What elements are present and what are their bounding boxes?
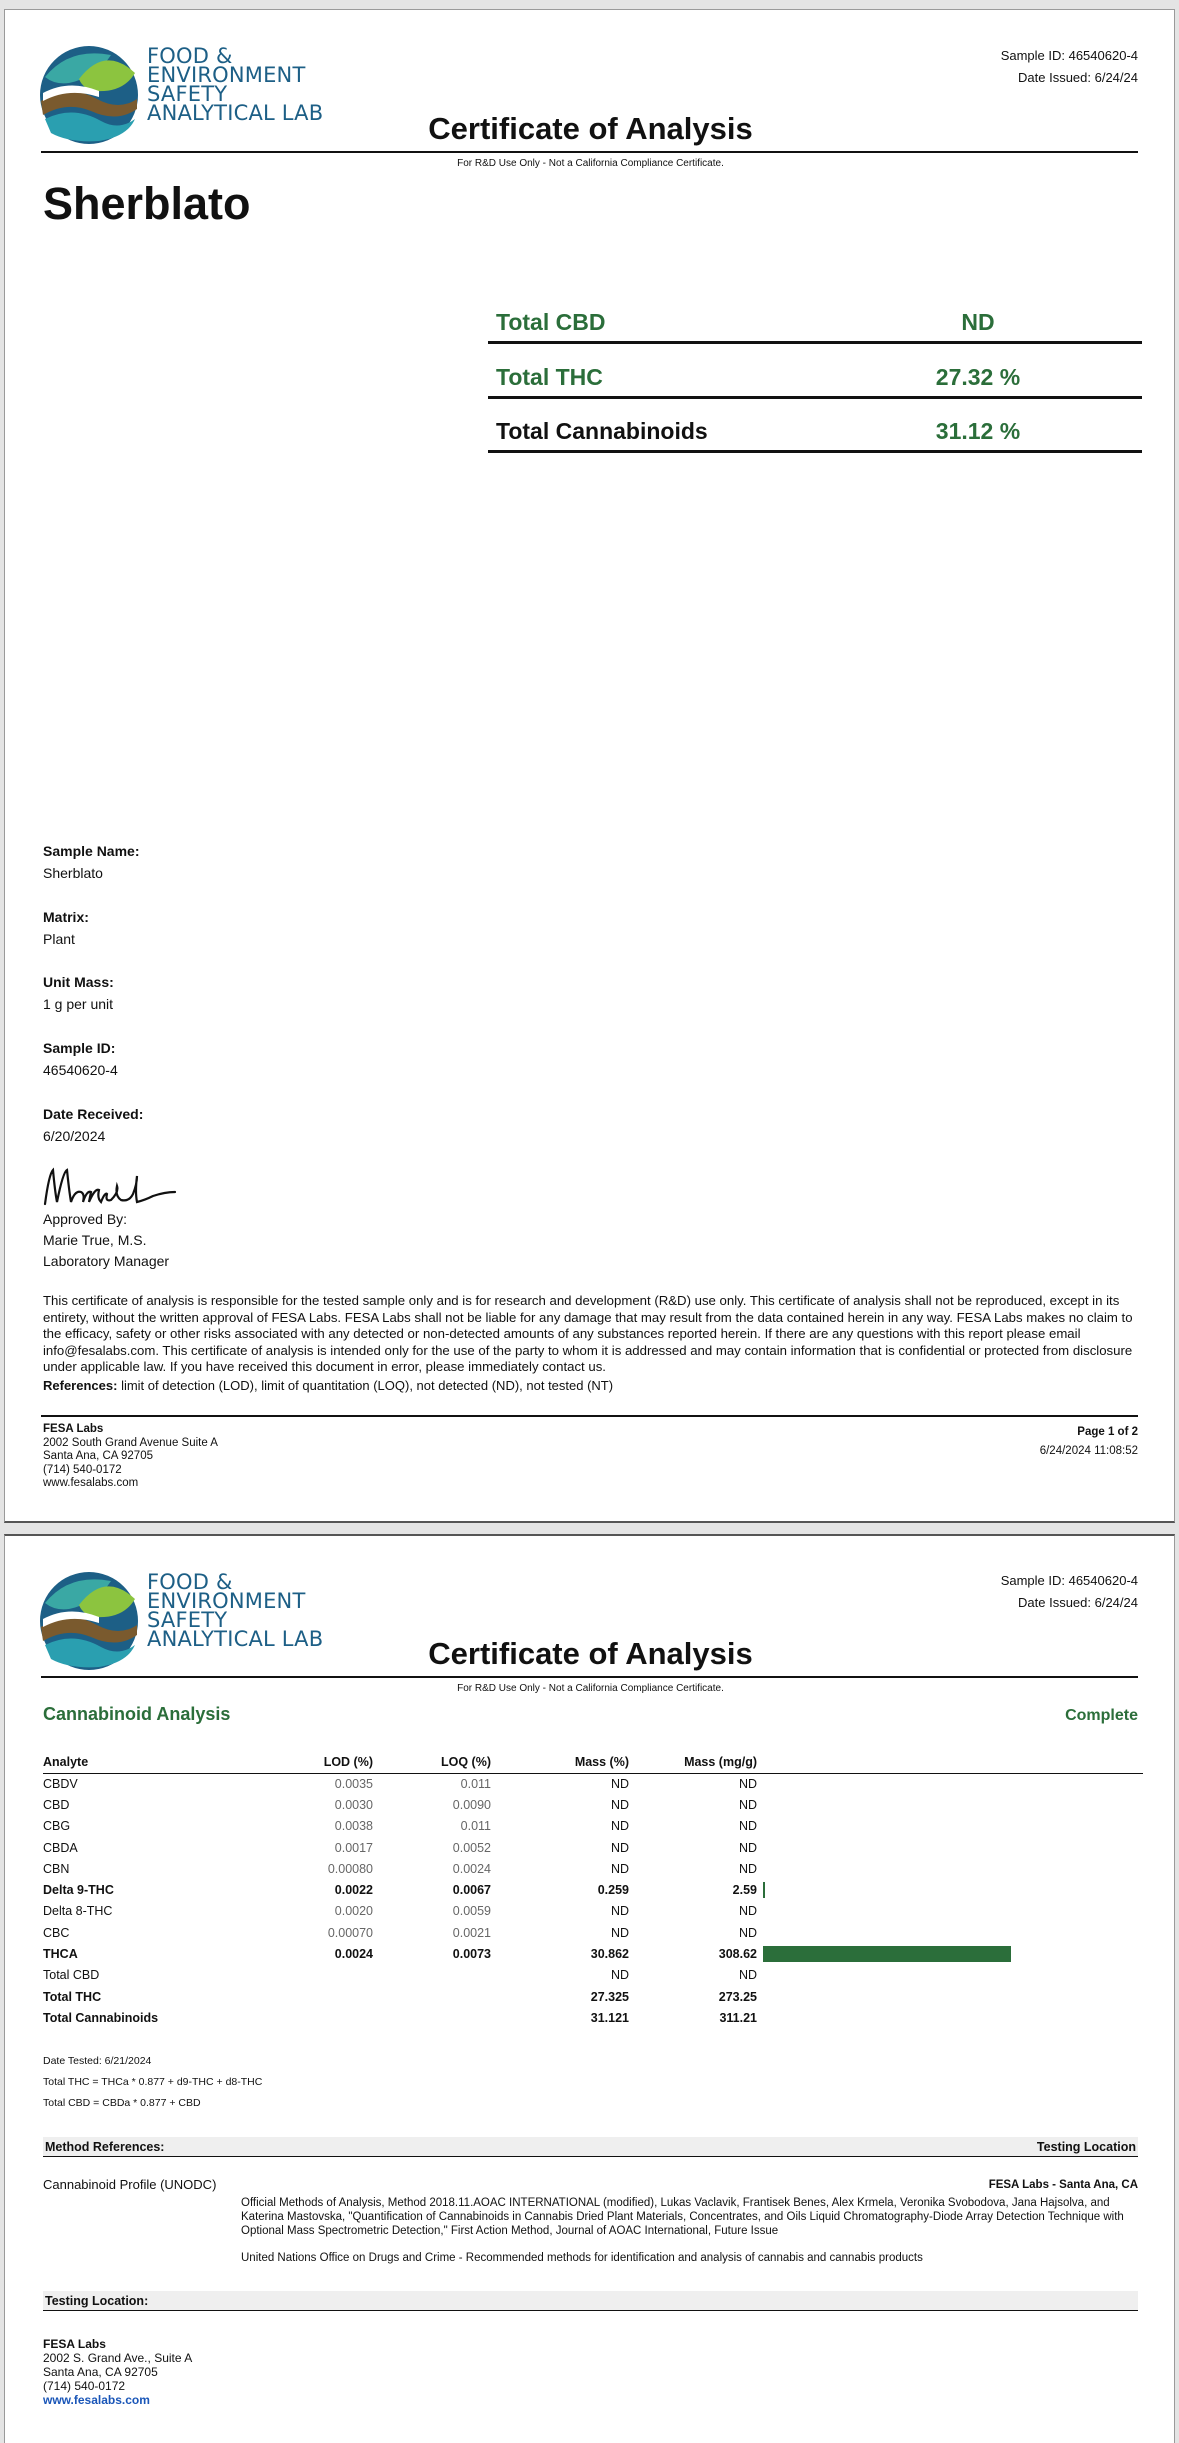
table-row (43, 1837, 1143, 1858)
cell-mass-pct: ND (610, 1797, 629, 1812)
cell-lod: 0.0022 (334, 1883, 373, 1898)
signature (41, 1162, 181, 1214)
cell-mass-mg: ND (738, 1840, 757, 1855)
cell-analyte: CBD (43, 1797, 70, 1812)
cell-analyte: CBG (43, 1819, 71, 1834)
cell-loq: 0.0067 (452, 1883, 491, 1898)
summary-row-total-thc (488, 359, 1142, 399)
approval-block (43, 1209, 169, 1272)
field-value: Sherblato (43, 865, 103, 881)
footer-page-info (1040, 1423, 1138, 1461)
cannabinoid-table (43, 1752, 1143, 2029)
logo-line: ANALYTICAL LAB (147, 1627, 324, 1651)
cell-lod (263, 1986, 373, 2007)
table-row (43, 1965, 1143, 1986)
cell-mass-pct: ND (610, 1968, 629, 1983)
logo-line: FOOD & (147, 44, 233, 68)
footer-address-line: 2002 South Grand Avenue Suite A (43, 1436, 218, 1449)
column-header: Mass (%) (491, 1752, 629, 1773)
cell-bar (757, 2007, 1143, 2028)
compliance-note: For R&D Use Only - Not a California Compliance Certificate. (457, 158, 724, 169)
cell-mass-pct: ND (610, 1925, 629, 1940)
logo-line: FOOD & (147, 1570, 233, 1594)
page-number: Page 1 of 2 (1077, 1426, 1138, 1438)
date-tested: Date Tested: 6/21/2024 (43, 2055, 152, 2067)
cell-loq (373, 1986, 491, 2007)
cell-lod: 0.00070 (327, 1925, 373, 1940)
header-sample-id: Sample ID: 46540620-4 (1000, 48, 1138, 63)
method-references-band (43, 2137, 1138, 2157)
logo-line: SAFETY (147, 82, 228, 106)
cell-bar (757, 1837, 1143, 1858)
cell-bar (757, 1816, 1143, 1837)
summary-label: Total THC (496, 364, 603, 390)
cell-loq: 0.0073 (452, 1947, 491, 1962)
cell-mass-pct: ND (610, 1776, 629, 1791)
method-name: Cannabinoid Profile (UNODC) (43, 2177, 217, 2192)
cell-mass-pct: 27.325 (590, 1989, 629, 2004)
cell-loq: 0.011 (460, 1776, 491, 1791)
approver-name: Marie True, M.S. (43, 1232, 147, 1248)
cell-loq (373, 2007, 491, 2028)
cell-bar (757, 1901, 1143, 1922)
table-row (43, 2007, 1143, 2028)
footer-phone: (714) 540-0172 (43, 1463, 122, 1476)
page-title: Certificate of Analysis (428, 111, 753, 146)
cell-lod: 0.0020 (334, 1904, 373, 1919)
product-name: Sherblato (43, 178, 251, 229)
formula-total-cbd: Total CBD = CBDa * 0.877 + CBD (43, 2097, 201, 2109)
column-header: LOD (%) (263, 1752, 373, 1773)
cell-loq: 0.0024 (452, 1861, 491, 1876)
header-rule (41, 1676, 1138, 1678)
header-date-issued: Date Issued: 6/24/24 (1018, 1595, 1138, 1610)
cell-lod (263, 2007, 373, 2028)
method-location: FESA Labs - Santa Ana, CA (988, 2179, 1138, 2191)
cell-mass-pct: ND (610, 1904, 629, 1919)
report-timestamp: 6/24/2024 11:08:52 (1039, 1445, 1138, 1457)
cell-analyte: Total THC (43, 1989, 102, 2004)
summary-label: Total CBD (496, 309, 606, 335)
cell-mass-mg: 2.59 (732, 1883, 757, 1898)
cell-lod (263, 1965, 373, 1986)
lab-address-line: 2002 S. Grand Ave., Suite A (43, 2351, 193, 2365)
cell-bar (757, 1922, 1143, 1943)
summary-label: Total Cannabinoids (496, 418, 708, 444)
table-body (43, 1773, 1143, 2029)
column-header: Mass (mg/g) (629, 1752, 757, 1773)
cell-analyte: Total CBD (43, 1968, 100, 1983)
method-citation: Official Methods of Analysis, Method 2018.11.AOAC INTERNATIONAL (modified), Lukas Vaclavik, Frantisek Benes, Alex Krmela, Veronika Svobodova, Jana Hajsolva, and Katerina Mastovska, "Quantification of Cannabinoids in Cannabis Dried Plant Materials, Concentrates, and Oils Liquid Chromatography-Diode Array Detection Technique with Optional Mass Spectrometric Detection," First Action Method, Journal of AOAC International, Future Issue (241, 2197, 1124, 2237)
cell-loq: 0.0059 (452, 1904, 491, 1919)
logo-line: ENVIRONMENT (147, 63, 306, 87)
page-title: Certificate of Analysis (428, 1636, 753, 1671)
cell-bar (757, 1879, 1143, 1900)
cell-mass-mg: 308.62 (718, 1947, 757, 1962)
field-matrix (43, 906, 89, 950)
table-row (43, 1922, 1143, 1943)
cell-analyte: THCA (43, 1947, 78, 1962)
field-label: Matrix: (43, 909, 89, 925)
approved-by-label: Approved By: (43, 1211, 128, 1227)
header-rule (41, 151, 1138, 153)
cell-lod: 0.0038 (334, 1819, 373, 1834)
table-header-row (43, 1752, 1143, 1773)
cell-loq (373, 1965, 491, 1986)
references (43, 1378, 613, 1393)
header-date-issued: Date Issued: 6/24/24 (1018, 70, 1138, 85)
footer-company: FESA Labs (43, 1423, 104, 1435)
disclaimer-text: This certificate of analysis is responsible for the tested sample only and is for research and development (R&D) use only. This certificate of analysis shall not be reproduced, except in its entirety, without the written approval of FESA Labs. FESA Labs shall not be liable for any damage that may result from the data contained herein in any way. FESA Labs makes no claim to the efficacy, safety or other risks associated with any detected or non-detected amounts of any substances reported herein. If there are any questions with this report please email info@fesalabs.com. This certificate of analysis is intended only for the use of the party to whom it is addressed and may contain information that is confidential or protected from disclosure under applicable law. If you have received this document in error, please immediately contact us. (43, 1293, 1133, 1375)
compliance-note: For R&D Use Only - Not a California Compliance Certificate. (457, 1683, 724, 1694)
cell-loq: 0.0021 (452, 1925, 491, 1940)
cell-analyte: CBDV (43, 1776, 78, 1791)
table-row (43, 1986, 1143, 2007)
table-row (43, 1943, 1143, 1964)
summary-value: 31.12 % (935, 418, 1021, 444)
approver-title: Laboratory Manager (43, 1253, 170, 1269)
cell-mass-mg: 311.21 (719, 2010, 757, 2025)
table-row (43, 1901, 1143, 1922)
cell-mass-mg: ND (738, 1776, 757, 1791)
cell-analyte: CBDA (43, 1840, 78, 1855)
lab-address-block (43, 2337, 192, 2407)
cell-loq: 0.011 (460, 1819, 491, 1834)
field-value: Plant (43, 931, 75, 947)
cell-bar (757, 1986, 1143, 2007)
footer-rule (41, 1415, 1138, 1417)
cell-analyte: Delta 9-THC (43, 1883, 114, 1898)
field-label: Sample ID: (43, 1040, 116, 1056)
cell-mass-pct: 0.259 (597, 1883, 629, 1898)
cell-mass-pct: ND (610, 1861, 629, 1876)
cell-mass-pct: 30.862 (590, 1947, 629, 1962)
cell-bar (757, 1858, 1143, 1879)
lab-name: FESA Labs (43, 2337, 106, 2351)
cell-mass-pct: 31.121 (590, 2010, 629, 2025)
summary-value: ND (961, 309, 995, 335)
logo-line: ENVIRONMENT (147, 1589, 306, 1613)
cell-analyte: Total Cannabinoids (43, 2010, 159, 2025)
cell-lod: 0.0035 (334, 1776, 373, 1791)
table-row (43, 1858, 1143, 1879)
footer-address (43, 1423, 218, 1491)
references-label: References: (43, 1378, 118, 1393)
cell-bar (757, 1794, 1143, 1815)
field-label: Sample Name: (43, 843, 140, 859)
field-label: Unit Mass: (43, 974, 114, 990)
cell-mass-mg: ND (738, 1819, 757, 1834)
footer-website: www.fesalabs.com (43, 1477, 139, 1490)
table-row (43, 1879, 1143, 1900)
field-sample-name (43, 840, 139, 884)
references-text: limit of detection (LOD), limit of quantitation (LOQ), not detected (ND), not tested (NT) (121, 1378, 614, 1393)
cell-mass-mg: 273.25 (718, 1989, 757, 2004)
mass-bar (763, 1882, 765, 1898)
cell-mass-pct: ND (610, 1819, 629, 1834)
field-value: 6/20/2024 (43, 1128, 106, 1144)
cell-analyte: Delta 8-THC (43, 1904, 113, 1919)
cell-mass-pct: ND (610, 1840, 629, 1855)
status-badge: Complete (1065, 1707, 1138, 1724)
mass-bar (763, 1946, 1011, 1962)
testing-location-band (43, 2291, 1138, 2311)
cell-bar (757, 1773, 1143, 1794)
summary-row-total-cbd (488, 304, 1142, 344)
testing-location-label: Testing Location (1036, 2140, 1136, 2154)
testing-location-heading: Testing Location: (45, 2294, 149, 2308)
cell-lod: 0.0030 (334, 1797, 373, 1812)
method-references-label: Method References: (45, 2140, 165, 2154)
logo-line: ANALYTICAL LAB (147, 101, 324, 125)
header-sample-id: Sample ID: 46540620-4 (1000, 1573, 1138, 1588)
header-meta (1001, 1570, 1138, 1614)
column-header-bar (757, 1752, 1143, 1773)
report-page-2 (4, 1534, 1175, 2443)
cell-mass-mg: ND (738, 1904, 757, 1919)
footer-address-line: Santa Ana, CA 92705 (43, 1450, 153, 1463)
method-citation-secondary: United Nations Office on Drugs and Crime - Recommended methods for identification and analysis of cannabis and cannabis products (241, 2252, 923, 2264)
cell-analyte: CBC (43, 1925, 70, 1940)
lab-address-line: Santa Ana, CA 92705 (43, 2365, 158, 2379)
header-meta (1001, 45, 1138, 89)
cell-lod: 0.00080 (327, 1861, 373, 1876)
field-value: 1 g per unit (43, 996, 114, 1012)
cell-bar (757, 1965, 1143, 1986)
summary-value: 27.32 % (935, 364, 1021, 390)
field-label: Date Received: (43, 1106, 144, 1122)
cell-lod: 0.0024 (334, 1947, 373, 1962)
section-title: Cannabinoid Analysis (43, 1704, 231, 1724)
table-row (43, 1816, 1143, 1837)
column-header: LOQ (%) (373, 1752, 491, 1773)
cell-mass-mg: ND (738, 1925, 757, 1940)
field-sample-id (43, 1037, 118, 1081)
report-page-1 (4, 9, 1175, 1523)
cell-mass-mg: ND (738, 1797, 757, 1812)
summary-row-total-cannabinoids (488, 413, 1142, 453)
table-row (43, 1794, 1143, 1815)
lab-phone: (714) 540-0172 (43, 2379, 126, 2393)
cell-loq: 0.0052 (452, 1840, 491, 1855)
field-value: 46540620-4 (43, 1062, 118, 1078)
column-header: Analyte (43, 1752, 263, 1773)
cell-loq: 0.0090 (452, 1797, 491, 1812)
cell-lod: 0.0017 (334, 1840, 373, 1855)
formula-total-thc: Total THC = THCa * 0.877 + d9-THC + d8-THC (43, 2076, 263, 2088)
calc-notes (43, 2051, 262, 2114)
cell-mass-mg: ND (738, 1861, 757, 1876)
field-unit-mass (43, 971, 114, 1015)
lab-website-link[interactable]: www.fesalabs.com (43, 2393, 150, 2407)
field-date-received (43, 1103, 143, 1147)
cell-mass-mg: ND (738, 1968, 757, 1983)
cell-bar (757, 1943, 1143, 1964)
logo-line: SAFETY (147, 1608, 228, 1632)
table-row (43, 1773, 1143, 1794)
cell-analyte: CBN (43, 1861, 70, 1876)
